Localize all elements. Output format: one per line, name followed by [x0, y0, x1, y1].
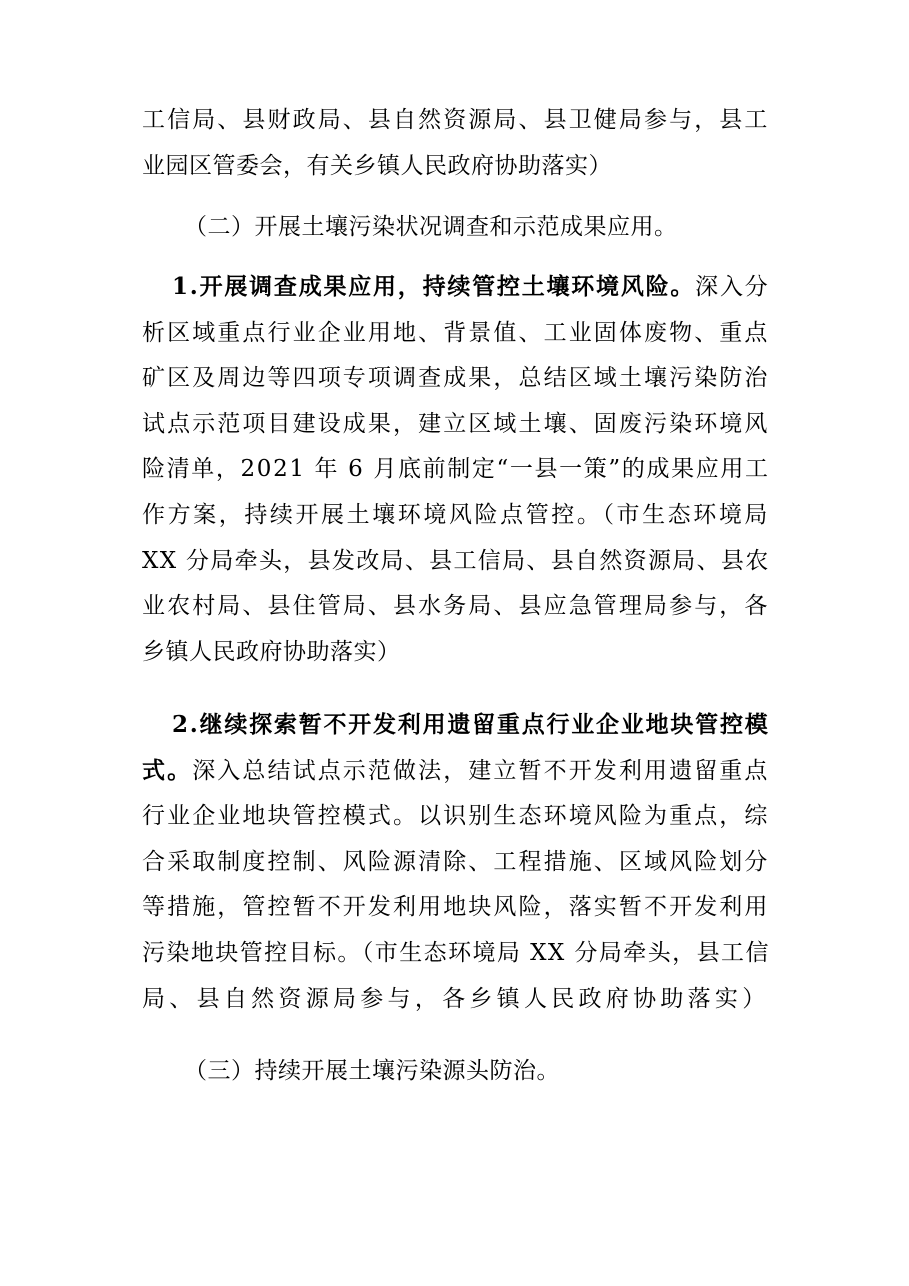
body-text: （二）开展土壤污染状况调查和示范成果应用。: [184, 214, 678, 240]
paragraph-line: [142, 791, 770, 841]
body-text: 污染地块管控目标。（市生态环境局 XX 分局牵头，县工信: [142, 940, 770, 966]
paragraph-line: [142, 837, 770, 887]
paragraph-line: [142, 444, 770, 494]
paragraph-line: [142, 141, 612, 191]
paragraph-line: [142, 399, 770, 449]
paragraph-line: [172, 700, 770, 750]
body-text: 业园区管委会，有关乡镇人民政府协助落实）: [142, 152, 612, 179]
body-text: 深入总结试点示范做法，建立暂不开发利用遗留重点: [192, 757, 770, 784]
body-text: 工信局、县财政局、县自然资源局、县卫健局参与，县工: [142, 107, 770, 133]
body-text: 析区域重点行业企业用地、背景值、工业固体废物、重点: [142, 319, 770, 346]
body-text: 险清单，2021 年 6 月底前制定“一县一策”的成果应用工: [142, 456, 770, 483]
paragraph-line: [142, 581, 770, 631]
body-text: （三）持续开展土壤污染源头防治。: [184, 1058, 560, 1084]
paragraph-line: [142, 353, 770, 403]
paragraph-line: [142, 746, 770, 796]
body-text: 深入分: [695, 274, 770, 300]
body-text: 矿区及周边等四项专项调查成果，总结区域土壤污染防治: [142, 365, 770, 392]
paragraph-line: [142, 928, 770, 978]
body-text: 乡镇人民政府协助落实）: [142, 638, 401, 665]
paragraph-line: [142, 95, 770, 145]
body-text: 行业企业地块管控模式。以识别生态环境风险为重点，综: [142, 803, 770, 830]
paragraph-line: [184, 1046, 560, 1096]
body-text: 作方案，持续开展土壤环境风险点管控。（市生态环境局: [142, 502, 770, 528]
paragraph-line: [142, 882, 770, 932]
paragraph-line: [172, 262, 770, 312]
paragraph-line: [142, 308, 770, 358]
bold-heading-text: 1.开展调查成果应用，持续管控土壤环境风险。: [172, 273, 696, 300]
paragraph-line: [142, 536, 770, 586]
body-text: XX 分局牵头，县发改局、县工信局、县自然资源局、县农: [142, 547, 770, 574]
body-text: 局、县自然资源局参与，各乡镇人民政府协助落实）: [142, 985, 770, 1012]
paragraph-line: [184, 202, 678, 252]
body-text: 合采取制度控制、风险源清除、工程措施、区域风险划分: [142, 848, 770, 875]
paragraph-line: [142, 627, 401, 677]
body-text: 试点示范项目建设成果，建立区域土壤、固废污染环境风: [142, 410, 770, 437]
bold-heading-text: 式。: [142, 756, 193, 784]
bold-heading-text: 2.继续探索暂不开发利用遗留重点行业企业地块管控模: [172, 711, 770, 738]
body-text: 等措施，管控暂不开发利用地块风险，落实暂不开发利用: [142, 894, 770, 921]
paragraph-line: [142, 490, 770, 540]
paragraph-line: [142, 974, 770, 1024]
body-text: 业农村局、县住管局、县水务局、县应急管理局参与，各: [142, 593, 770, 620]
